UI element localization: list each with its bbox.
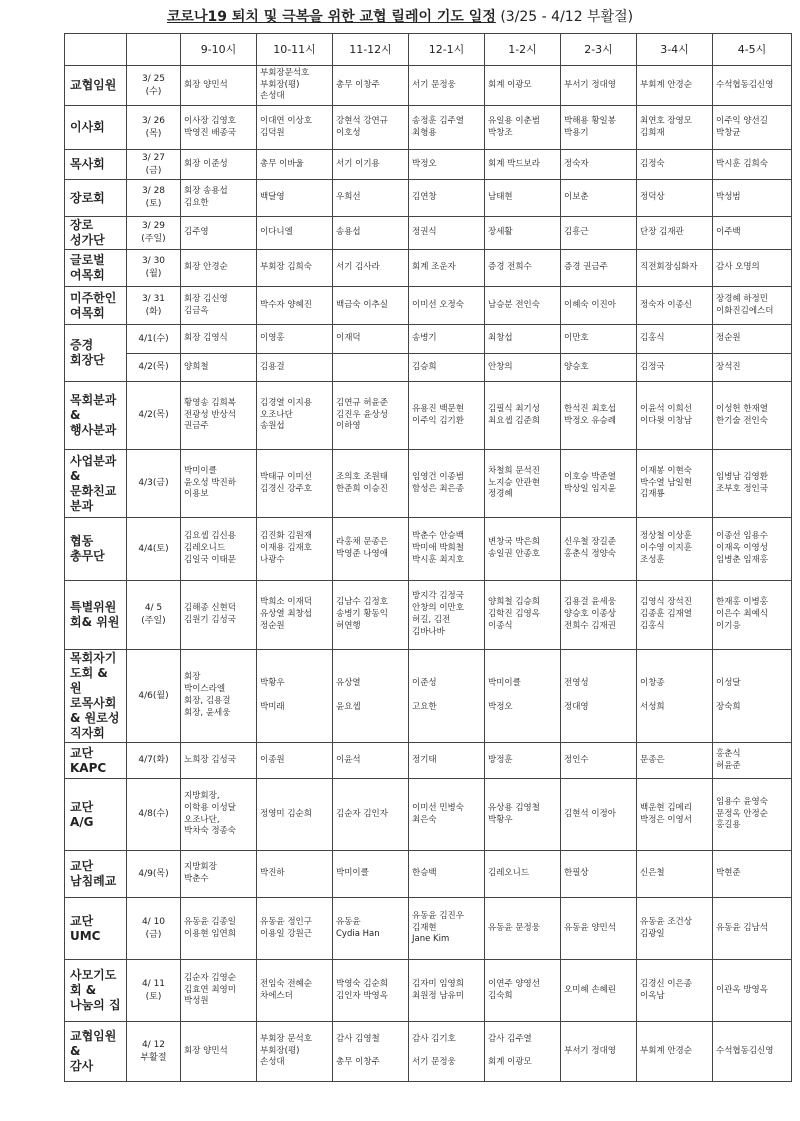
slot-cell: 이호승 박준열 박상일 임지윤 bbox=[561, 450, 637, 518]
schedule-row bbox=[65, 581, 792, 650]
slot-cell: 이보춘 bbox=[561, 180, 637, 217]
slot-cell: 홍춘식 허윤준 bbox=[713, 743, 792, 779]
slot-cell: 증경 권금주 bbox=[561, 250, 637, 287]
slot-cell: 백금숙 이추실 bbox=[333, 287, 409, 325]
slot-cell: 감사 오명의 bbox=[713, 250, 792, 287]
group-cell: 목회자기 도회 & 원 로목사회 & 원로성 직자회 bbox=[65, 650, 127, 743]
slot-cell: 백운현 김메리 박정은 이영서 bbox=[637, 779, 713, 851]
slot-cell: 한승백 bbox=[409, 851, 485, 898]
prayer-schedule-table bbox=[64, 33, 792, 1082]
slot-cell: 유동윤 김진우 김재현 Jane Kim bbox=[409, 898, 485, 960]
slot-cell: 박희소 이재덕 유상열 최창섭 정순원 bbox=[257, 581, 333, 650]
slot-cell: 김현석 이정아 bbox=[561, 779, 637, 851]
slot-cell: 최창섭 bbox=[485, 325, 561, 354]
slot-cell: 임영건 이종범 함성은 최은종 bbox=[409, 450, 485, 518]
slot-cell: 총무 이바울 bbox=[257, 150, 333, 180]
slot-cell: 양승호 bbox=[561, 354, 637, 382]
slot-cell: 유동윤 김남석 bbox=[713, 898, 792, 960]
slot-cell: 박미이클 윤오성 박진하 이용보 bbox=[181, 450, 257, 518]
group-cell: 협동 총무단 bbox=[65, 518, 127, 581]
group-cell: 장로회 bbox=[65, 180, 127, 217]
header-cell: 3-4시 bbox=[637, 34, 713, 66]
slot-cell: 박영숙 김순희 김인자 박영옥 bbox=[333, 960, 409, 1022]
date-cell: 4/8(수) bbox=[127, 779, 181, 851]
slot-cell: 박해용 황일봉 박용기 bbox=[561, 106, 637, 150]
date-cell: 4/ 5 (주일) bbox=[127, 581, 181, 650]
slot-cell: 이종원 bbox=[257, 743, 333, 779]
slot-cell: 이미선 오정숙 bbox=[409, 287, 485, 325]
schedule-row bbox=[65, 180, 792, 217]
slot-cell: 회장 양민석 bbox=[181, 1022, 257, 1082]
slot-cell: 회장 안경순 bbox=[181, 250, 257, 287]
header-cell bbox=[65, 34, 127, 66]
slot-cell: 감사 김기호 서기 문정웅 bbox=[409, 1022, 485, 1082]
slot-cell: 박태규 이미선 김경신 강주호 bbox=[257, 450, 333, 518]
slot-cell: 백달영 bbox=[257, 180, 333, 217]
slot-cell: 이주익 양선길 박창균 bbox=[713, 106, 792, 150]
slot-cell: 정순원 bbox=[713, 325, 792, 354]
group-cell: 사모기도 회 & 나눔의 집 bbox=[65, 960, 127, 1022]
slot-cell: 이사장 김영호 박영진 배종국 bbox=[181, 106, 257, 150]
slot-cell: 회장 양민석 bbox=[181, 66, 257, 106]
header-cell: 10-11시 bbox=[257, 34, 333, 66]
slot-cell: 장세활 bbox=[485, 217, 561, 250]
group-cell: 사업분과 & 문화친교 분과 bbox=[65, 450, 127, 518]
slot-cell: 김필식 최기성 최요셉 김준희 bbox=[485, 382, 561, 450]
schedule-row bbox=[65, 518, 792, 581]
slot-cell: 송정훈 김주열 최형용 bbox=[409, 106, 485, 150]
date-cell: 4/6(월) bbox=[127, 650, 181, 743]
slot-cell: 김해종 신현덕 김원기 김성국 bbox=[181, 581, 257, 650]
slot-cell: 김정국 bbox=[637, 354, 713, 382]
slot-cell: 이연주 양영선 김숙희 bbox=[485, 960, 561, 1022]
slot-cell: 김남수 김정호 송병기 황동익 허연행 bbox=[333, 581, 409, 650]
group-cell: 글로벌 여목회 bbox=[65, 250, 127, 287]
slot-cell: 이주백 bbox=[713, 217, 792, 250]
slot-cell: 감사 김주열 회계 이광모 bbox=[485, 1022, 561, 1082]
title-sub: (3/25 - 4/12 부활절) bbox=[500, 9, 634, 25]
slot-cell: 박정오 bbox=[409, 150, 485, 180]
schedule-row bbox=[65, 287, 792, 325]
slot-cell: 유동윤 양민석 bbox=[561, 898, 637, 960]
slot-cell: 한석진 최호섭 박정오 유승례 bbox=[561, 382, 637, 450]
slot-cell: 서기 김사라 bbox=[333, 250, 409, 287]
date-cell: 4/1(수) bbox=[127, 325, 181, 354]
slot-cell: 부회장 김희숙 bbox=[257, 250, 333, 287]
header-cell: 11-12시 bbox=[333, 34, 409, 66]
group-cell: 증경 회장단 bbox=[65, 325, 127, 382]
group-cell: 교단 KAPC bbox=[65, 743, 127, 779]
slot-cell: 정기태 bbox=[409, 743, 485, 779]
slot-cell: 황영송 김희복 전광성 반상석 권금주 bbox=[181, 382, 257, 450]
group-cell: 특별위원 회& 위원 bbox=[65, 581, 127, 650]
date-cell: 4/ 10 (금) bbox=[127, 898, 181, 960]
slot-cell: 김순자 김영순 김효연 최영미 박성원 bbox=[181, 960, 257, 1022]
schedule-row bbox=[65, 743, 792, 779]
slot-cell: 신우철 장길준 홍춘식 정양숙 bbox=[561, 518, 637, 581]
slot-cell: 김요셉 김신용 김레오니드 김일국 이태문 bbox=[181, 518, 257, 581]
slot-cell: 유일용 이춘범 박창조 bbox=[485, 106, 561, 150]
slot-cell: 이만호 bbox=[561, 325, 637, 354]
schedule-row bbox=[65, 354, 792, 382]
slot-cell: 김주영 bbox=[181, 217, 257, 250]
slot-cell: 서기 이기용 bbox=[333, 150, 409, 180]
group-cell: 목사회 bbox=[65, 150, 127, 180]
slot-cell: 방정훈 bbox=[485, 743, 561, 779]
date-cell: 4/9(목) bbox=[127, 851, 181, 898]
schedule-row bbox=[65, 1022, 792, 1082]
slot-cell: 남승분 전인숙 bbox=[485, 287, 561, 325]
slot-cell: 전임숙 전혜순 차에스더 bbox=[257, 960, 333, 1022]
slot-cell: 박진하 bbox=[257, 851, 333, 898]
slot-cell: 김흥근 bbox=[561, 217, 637, 250]
slot-cell: 방지각 김정국 안창의 이만호 허길, 김전 김바나바 bbox=[409, 581, 485, 650]
slot-cell: 정숙자 bbox=[561, 150, 637, 180]
slot-cell: 유동윤 문정웅 bbox=[485, 898, 561, 960]
slot-cell: 박수자 양혜진 bbox=[257, 287, 333, 325]
slot-cell: 이혜숙 이진아 bbox=[561, 287, 637, 325]
header-cell: 1-2시 bbox=[485, 34, 561, 66]
slot-cell: 장석진 bbox=[713, 354, 792, 382]
schedule-row bbox=[65, 66, 792, 106]
slot-cell: 부서기 정대영 bbox=[561, 1022, 637, 1082]
date-cell: 3/ 28 (토) bbox=[127, 180, 181, 217]
slot-cell: 박황우 박미래 bbox=[257, 650, 333, 743]
slot-cell: 변창국 박은희 송일권 안종호 bbox=[485, 518, 561, 581]
date-cell: 4/4(토) bbox=[127, 518, 181, 581]
slot-cell: 단장 김재관 bbox=[637, 217, 713, 250]
slot-cell: 이성달 장숙희 bbox=[713, 650, 792, 743]
header-cell: 12-1시 bbox=[409, 34, 485, 66]
slot-cell: 김영식 장석진 김종훈 김재열 김홍식 bbox=[637, 581, 713, 650]
slot-cell: 장경혜 하정민 이화진김에스더 bbox=[713, 287, 792, 325]
slot-cell: 회계 조운자 bbox=[409, 250, 485, 287]
slot-cell: 총무 이창주 bbox=[333, 66, 409, 106]
slot-cell: 신은철 bbox=[637, 851, 713, 898]
schedule-row bbox=[65, 779, 792, 851]
slot-cell: 양희철 bbox=[181, 354, 257, 382]
slot-cell: 김순자 김인자 bbox=[333, 779, 409, 851]
slot-cell: 이창종 서성희 bbox=[637, 650, 713, 743]
slot-cell: 유상용 김영철 박황우 bbox=[485, 779, 561, 851]
schedule-row bbox=[65, 325, 792, 354]
slot-cell: 박춘수 안승백 박미애 박희철 박시훈 최지호 bbox=[409, 518, 485, 581]
slot-cell: 이종선 임용수 이재옥 이영성 임병춘 임재홍 bbox=[713, 518, 792, 581]
schedule-row bbox=[65, 650, 792, 743]
slot-cell: 부회장 문석호 부회장(평) 손성대 bbox=[257, 1022, 333, 1082]
date-cell: 4/ 12 부활절 bbox=[127, 1022, 181, 1082]
slot-cell: 이미선 민병숙 최은숙 bbox=[409, 779, 485, 851]
slot-cell: 김승희 bbox=[409, 354, 485, 382]
group-cell: 교협임원 bbox=[65, 66, 127, 106]
slot-cell: 송병기 bbox=[409, 325, 485, 354]
slot-cell: 오미혜 손혜린 bbox=[561, 960, 637, 1022]
schedule-row bbox=[65, 382, 792, 450]
slot-cell: 이다니엘 bbox=[257, 217, 333, 250]
slot-cell: 유동윤 조건상 김광일 bbox=[637, 898, 713, 960]
slot-cell: 박미이클 bbox=[333, 851, 409, 898]
slot-cell: 정상철 이상훈 이수영 이지훈 조성훈 bbox=[637, 518, 713, 581]
group-cell: 교단 UMC bbox=[65, 898, 127, 960]
slot-cell: 수석협동김신영 bbox=[713, 1022, 792, 1082]
slot-cell: 이영홍 bbox=[257, 325, 333, 354]
header-cell bbox=[127, 34, 181, 66]
slot-cell: 정인수 bbox=[561, 743, 637, 779]
slot-cell: 증경 전희수 bbox=[485, 250, 561, 287]
date-cell: 4/ 11 (토) bbox=[127, 960, 181, 1022]
slot-cell: 회장 박이스라엘 회장, 김용걸 회장, 윤세웅 bbox=[181, 650, 257, 743]
slot-cell: 조의호 조원태 한준희 이승진 bbox=[333, 450, 409, 518]
slot-cell: 박성범 bbox=[713, 180, 792, 217]
slot-cell: 송용섭 bbox=[333, 217, 409, 250]
slot-cell: 한재홍 이병홍 이은수 최예식 이기응 bbox=[713, 581, 792, 650]
slot-cell: 부회장문석호 부회장(평) 손성대 bbox=[257, 66, 333, 106]
group-cell: 미주한인 여목회 bbox=[65, 287, 127, 325]
slot-cell: 유용진 백문현 이주익 김기환 bbox=[409, 382, 485, 450]
slot-cell: 박시훈 김희숙 bbox=[713, 150, 792, 180]
slot-cell bbox=[333, 354, 409, 382]
slot-cell: 이관옥 방영옥 bbox=[713, 960, 792, 1022]
slot-cell: 양희철 김승희 김학진 김영옥 이종식 bbox=[485, 581, 561, 650]
schedule-row bbox=[65, 960, 792, 1022]
page-title bbox=[0, 6, 800, 26]
date-cell: 3/ 30 (월) bbox=[127, 250, 181, 287]
slot-cell: 임병남 김영환 조부호 정인국 bbox=[713, 450, 792, 518]
title-main: 코로나19 퇴치 및 극복을 위한 교협 릴레이 기도 일정 bbox=[166, 9, 496, 25]
slot-cell: 지방회장, 이학용 이성달 오조나단, 박차숙 정종숙 bbox=[181, 779, 257, 851]
date-cell: 4/3(금) bbox=[127, 450, 181, 518]
slot-cell: 유동윤 Cydia Han bbox=[333, 898, 409, 960]
date-cell: 3/ 29 (주일) bbox=[127, 217, 181, 250]
slot-cell: 김레오니드 bbox=[485, 851, 561, 898]
slot-cell: 서기 문정웅 bbox=[409, 66, 485, 106]
slot-cell: 회장 이준성 bbox=[181, 150, 257, 180]
schedule-row bbox=[65, 898, 792, 960]
slot-cell: 정영미 김순희 bbox=[257, 779, 333, 851]
date-cell: 3/ 26 (목) bbox=[127, 106, 181, 150]
header-cell: 2-3시 bbox=[561, 34, 637, 66]
slot-cell: 라홍채 문종은 박영준 나영애 bbox=[333, 518, 409, 581]
date-cell: 4/2(목) bbox=[127, 354, 181, 382]
slot-cell: 이재덕 bbox=[333, 325, 409, 354]
slot-cell: 박현준 bbox=[713, 851, 792, 898]
slot-cell: 남태현 bbox=[485, 180, 561, 217]
schedule-row bbox=[65, 150, 792, 180]
slot-cell: 정권식 bbox=[409, 217, 485, 250]
slot-cell: 유동윤 정인구 이용일 강원근 bbox=[257, 898, 333, 960]
group-cell: 교협임원 & 감사 bbox=[65, 1022, 127, 1082]
slot-cell: 차철희 문석진 노지승 안관현 정경혜 bbox=[485, 450, 561, 518]
slot-cell: 김경신 이은종 이옥남 bbox=[637, 960, 713, 1022]
slot-cell: 회장 송용섭 김요한 bbox=[181, 180, 257, 217]
slot-cell: 김경열 이지용 오조나단 송원섭 bbox=[257, 382, 333, 450]
slot-cell: 직전회장심화자 bbox=[637, 250, 713, 287]
date-cell: 3/ 31 (화) bbox=[127, 287, 181, 325]
slot-cell: 전영성 정대영 bbox=[561, 650, 637, 743]
slot-cell: 회계 이광모 bbox=[485, 66, 561, 106]
schedule-row bbox=[65, 250, 792, 287]
group-cell: 교단 남침례교 bbox=[65, 851, 127, 898]
slot-cell: 지방회장 박춘수 bbox=[181, 851, 257, 898]
group-cell: 이사회 bbox=[65, 106, 127, 150]
slot-cell: 부서기 정대영 bbox=[561, 66, 637, 106]
slot-cell: 부회계 안경순 bbox=[637, 66, 713, 106]
slot-cell: 우희선 bbox=[333, 180, 409, 217]
slot-cell: 김연창 bbox=[409, 180, 485, 217]
slot-cell: 김용걸 윤세웅 양승호 이종상 전희수 김재권 bbox=[561, 581, 637, 650]
slot-cell: 이윤석 이희선 이다윗 이창남 bbox=[637, 382, 713, 450]
slot-cell: 임용수 윤영숙 문정옥 안정순 홍길용 bbox=[713, 779, 792, 851]
header-row bbox=[65, 34, 792, 66]
slot-cell: 노희장 김성국 bbox=[181, 743, 257, 779]
slot-cell: 정숙자 이종신 bbox=[637, 287, 713, 325]
slot-cell: 유동윤 김종일 이용현 임연희 bbox=[181, 898, 257, 960]
schedule-row bbox=[65, 851, 792, 898]
slot-cell: 감사 김영철 총무 이창주 bbox=[333, 1022, 409, 1082]
group-cell: 교단 A/G bbox=[65, 779, 127, 851]
slot-cell: 회장 김영식 bbox=[181, 325, 257, 354]
header-cell: 4-5시 bbox=[713, 34, 792, 66]
slot-cell: 김용걸 bbox=[257, 354, 333, 382]
slot-cell: 강현석 강연규 이호성 bbox=[333, 106, 409, 150]
slot-cell: 박미이클 박정오 bbox=[485, 650, 561, 743]
slot-cell: 이재봉 이현숙 박수열 남일현 김재룡 bbox=[637, 450, 713, 518]
header-cell: 9-10시 bbox=[181, 34, 257, 66]
slot-cell: 문종은 bbox=[637, 743, 713, 779]
slot-cell: 이준성 고요한 bbox=[409, 650, 485, 743]
slot-cell: 이성헌 한재열 한기술 전인숙 bbox=[713, 382, 792, 450]
group-cell: 목회분과 & 행사분과 bbox=[65, 382, 127, 450]
slot-cell: 안창의 bbox=[485, 354, 561, 382]
date-cell: 3/ 27 (금) bbox=[127, 150, 181, 180]
slot-cell: 정덕상 bbox=[637, 180, 713, 217]
slot-cell: 부회계 안경순 bbox=[637, 1022, 713, 1082]
date-cell: 4/2(목) bbox=[127, 382, 181, 450]
slot-cell: 유상열 윤요셉 bbox=[333, 650, 409, 743]
slot-cell: 김연규 허윤준 김진우 윤상성 이하영 bbox=[333, 382, 409, 450]
slot-cell: 김자미 임영희 최원정 남유미 bbox=[409, 960, 485, 1022]
schedule-row bbox=[65, 106, 792, 150]
schedule-row bbox=[65, 450, 792, 518]
schedule-row bbox=[65, 217, 792, 250]
slot-cell: 최연호 장영모 김희재 bbox=[637, 106, 713, 150]
slot-cell: 회계 박드보라 bbox=[485, 150, 561, 180]
date-cell: 3/ 25 (수) bbox=[127, 66, 181, 106]
slot-cell: 한필상 bbox=[561, 851, 637, 898]
slot-cell: 김홍식 bbox=[637, 325, 713, 354]
date-cell: 4/7(화) bbox=[127, 743, 181, 779]
slot-cell: 수석협동김신영 bbox=[713, 66, 792, 106]
slot-cell: 김진화 김원재 이재용 김재호 나광수 bbox=[257, 518, 333, 581]
slot-cell: 김정숙 bbox=[637, 150, 713, 180]
slot-cell: 이대연 이상호 김덕원 bbox=[257, 106, 333, 150]
slot-cell: 회장 김신영 김금옥 bbox=[181, 287, 257, 325]
group-cell: 장로 성가단 bbox=[65, 217, 127, 250]
slot-cell: 이윤석 bbox=[333, 743, 409, 779]
